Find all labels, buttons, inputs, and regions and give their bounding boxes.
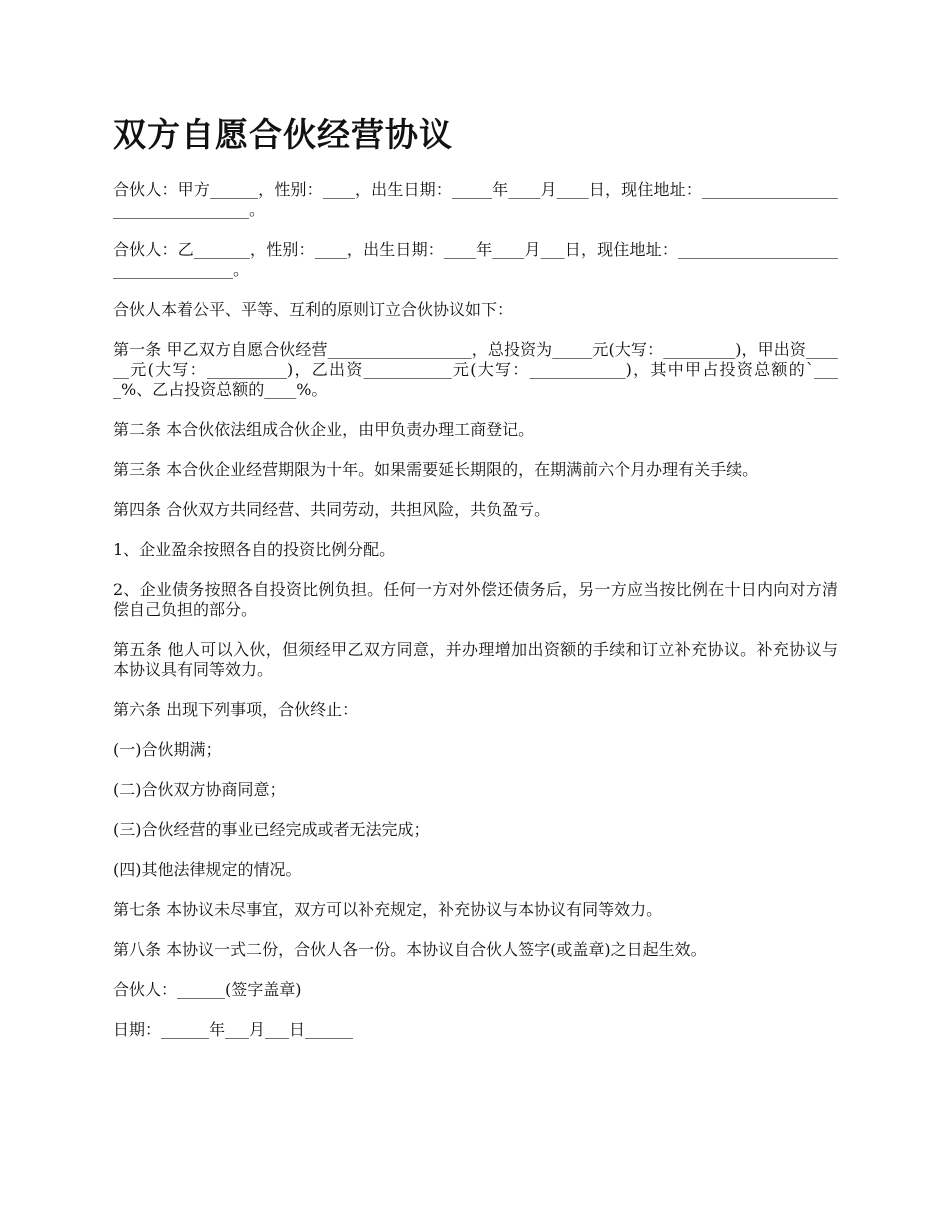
- preamble: 合伙人本着公平、平等、互利的原则订立合伙协议如下：: [113, 300, 514, 319]
- article-4-item-1: 1、企业盈余按照各自的投资比例分配。: [113, 540, 396, 559]
- article-6-item-4: (四)其他法律规定的情况。: [113, 860, 302, 879]
- partner-a-info: 合伙人：甲方______，性别：____，出生日期：_____年____月____日，现住地址：__________________________________。: [113, 180, 838, 219]
- article-6: 第六条 出现下列事项，合伙终止：: [113, 700, 359, 719]
- article-1: 第一条 甲乙双方自愿合伙经营__________________，总投资为_____元(大写：_________)，甲出资______元(大写：__________)，乙出资___________元(大写：____________)，其中甲占投资总额的`____%、乙占投资总额的____%。: [113, 340, 838, 399]
- document-title: 双方自愿合伙经营协议: [113, 115, 453, 154]
- article-8: 第八条 本协议一式二份，合伙人各一份。本协议自合伙人签字(或盖章)之日起生效。: [113, 940, 707, 959]
- article-6-item-2: (二)合伙双方协商同意；: [113, 780, 286, 799]
- signature-line: 合伙人：______(签字盖章): [113, 980, 302, 999]
- article-3: 第三条 本合伙企业经营期限为十年。如果需要延长期限的，在期满前六个月办理有关手续。: [113, 460, 759, 479]
- date-line: 日期：______年___月___日______: [113, 1020, 354, 1039]
- article-6-item-1: (一)合伙期满；: [113, 740, 222, 759]
- article-2: 第二条 本合伙依法组成合伙企业，由甲负责办理工商登记。: [113, 420, 535, 439]
- article-7: 第七条 本协议未尽事宜，双方可以补充规定，补充协议与本协议有同等效力。: [113, 900, 663, 919]
- article-5: 第五条 他人可以入伙，但须经甲乙双方同意，并办理增加出资额的手续和订立补充协议。补充协议与本协议具有同等效力。: [113, 640, 838, 679]
- article-4-item-2: 2、企业债务按照各自投资比例负担。任何一方对外偿还债务后，另一方应当按比例在十日内向对方清偿自己负担的部分。: [113, 580, 838, 619]
- document-page: [113, 112, 838, 1060]
- partner-b-info: 合伙人：乙_______，性别：____，出生日期：____年____月___日，现住地址：___________________________________。: [113, 240, 838, 279]
- article-4: 第四条 合伙双方共同经营、共同劳动，共担风险，共负盈亏。: [113, 500, 551, 519]
- article-6-item-3: (三)合伙经营的事业已经完成或者无法完成；: [113, 820, 430, 839]
